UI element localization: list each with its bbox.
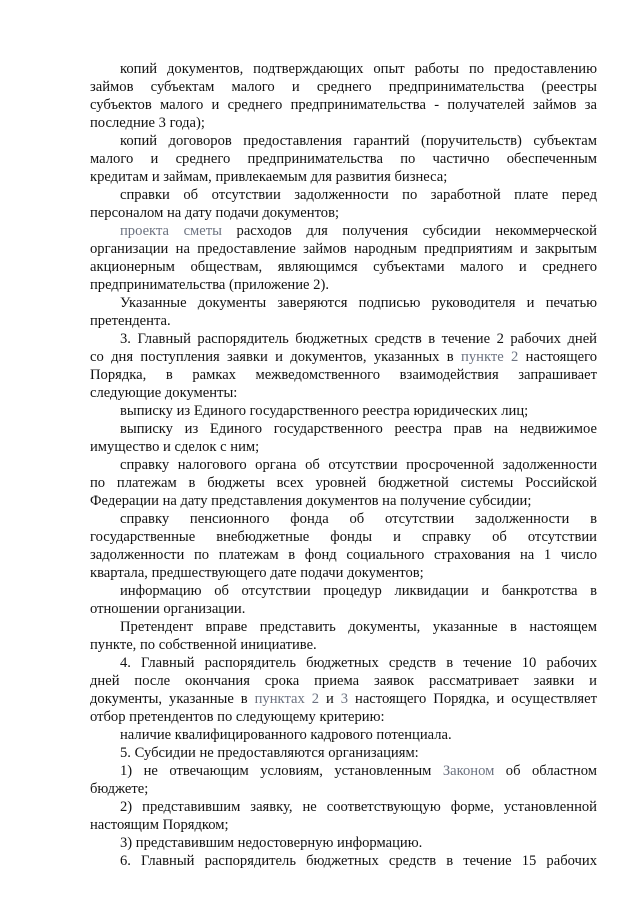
line-text: 2) представившим заявку, не соответствующую форме, установленной (120, 799, 597, 815)
line-text: Указанные документы заверяются подписью руководителя и печатью (120, 295, 597, 311)
line-text: по платежам в бюджеты всех уровней бюджетной системы Российской (90, 475, 597, 491)
line-text: имущество и сделок с ним; (90, 439, 260, 455)
document-line (90, 384, 597, 402)
document-line (90, 510, 597, 528)
document-line (90, 672, 597, 690)
line-text: малого и среднего предпринимательства по частично обеспеченным (90, 151, 597, 167)
line-text: выписку из Единого государственного реестра прав на недвижимое (120, 421, 597, 437)
document-line (90, 834, 597, 852)
document-line (90, 204, 597, 222)
line-text: квартала, предшествующего дате подачи документов; (90, 565, 424, 581)
document-line (90, 402, 597, 420)
document-line (90, 348, 597, 366)
document-line (90, 852, 597, 870)
line-text: бюджете; (90, 781, 149, 797)
document-line (90, 438, 597, 456)
line-text: последние 3 года); (90, 115, 205, 131)
document-line (90, 330, 597, 348)
line-text: расходов для получения субсидии некоммерческой (221, 223, 597, 239)
line-text: 3) представившим недостоверную информацию. (120, 835, 423, 851)
cross-reference-link[interactable]: пунктах 2 (254, 691, 320, 707)
line-text: отбор претендентов по следующему критерию: (90, 709, 385, 725)
line-text: настоящего Порядка, и осуществляет (348, 691, 598, 707)
document-line (90, 582, 597, 600)
line-text: об областном (494, 763, 598, 779)
line-text: и (319, 691, 341, 707)
line-text: организации на предоставление займов народным предприятиям и закрытым (90, 241, 597, 257)
line-text: справки об отсутствии задолженности по заработной плате перед (120, 187, 597, 203)
document-line (90, 150, 597, 168)
line-text: наличие квалифицированного кадрового потенциала. (120, 727, 452, 743)
document-line (90, 258, 597, 276)
line-text: 5. Субсидии не предоставляются организациям: (120, 745, 419, 761)
document-line (90, 546, 597, 564)
line-text: займов субъектам малого и среднего предпринимательства (реестры (90, 79, 597, 95)
document-line (90, 186, 597, 204)
document-line (90, 132, 597, 150)
line-text: справку пенсионного фонда об отсутствии задолженности в (120, 511, 597, 527)
line-text: Претендент вправе представить документы, указанные в настоящем (120, 619, 597, 635)
document-line (90, 744, 597, 762)
line-text: задолженности по платежам в фонд социального страхования на 1 число (90, 547, 597, 563)
line-text: копий договоров предоставления гарантий (поручительств) субъектам (120, 133, 597, 149)
line-text: со дня поступления заявки и документов, указанных в (90, 349, 462, 365)
cross-reference-link[interactable]: Законом (442, 763, 495, 779)
line-text: выписку из Единого государственного реестра юридических лиц; (120, 403, 529, 419)
line-text: 3. Главный распорядитель бюджетных средств в течение 2 рабочих дней (120, 331, 597, 347)
line-text: 6. Главный распорядитель бюджетных средств в течение 15 рабочих (120, 853, 597, 869)
document-line (90, 114, 597, 132)
cross-reference-link[interactable]: 3 (340, 691, 349, 707)
line-text: государственные внебюджетные фонды и справку об отсутствии (90, 529, 597, 545)
line-text: следующие документы: (90, 385, 238, 401)
document-line (90, 240, 597, 258)
document-line (90, 60, 597, 78)
document-line (90, 78, 597, 96)
document-line (90, 222, 597, 240)
document-line (90, 564, 597, 582)
document-line (90, 762, 597, 780)
document-line (90, 420, 597, 438)
document-line (90, 492, 597, 510)
line-text: отношении организации. (90, 601, 246, 617)
line-text: 1) не отвечающим условиям, установленным (120, 763, 443, 779)
line-text: копий документов, подтверждающих опыт работы по предоставлению (120, 61, 597, 77)
line-text: предпринимательства (приложение 2). (90, 277, 329, 293)
document-line (90, 474, 597, 492)
line-text: справку налогового органа об отсутствии просроченной задолженности (120, 457, 597, 473)
document-line (90, 690, 597, 708)
line-text: персоналом на дату подачи документов; (90, 205, 340, 221)
line-text: акционерным обществам, являющимся субъектами малого и среднего (90, 259, 597, 275)
document-line (90, 312, 597, 330)
document-line (90, 168, 597, 186)
cross-reference-link[interactable]: проекта сметы (120, 223, 222, 239)
line-text: дней после окончания срока приема заявок рассматривает заявки и (90, 673, 597, 689)
document-line (90, 276, 597, 294)
document-line (90, 816, 597, 834)
line-text: настоящим Порядком; (90, 817, 229, 833)
document-line (90, 798, 597, 816)
document-line (90, 528, 597, 546)
document-line (90, 456, 597, 474)
line-text: информацию об отсутствии процедур ликвидации и банкротства в (120, 583, 597, 599)
line-text: Порядка, в рамках межведомственного взаимодействия запрашивает (90, 367, 597, 383)
line-text: Федерации на дату представления документов на получение субсидии; (90, 493, 532, 509)
line-text: 4. Главный распорядитель бюджетных средств в течение 10 рабочих (120, 655, 597, 671)
document-line (90, 600, 597, 618)
document-line (90, 636, 597, 654)
cross-reference-link[interactable]: пункте 2 (461, 349, 519, 365)
document-line (90, 618, 597, 636)
line-text: субъектов малого и среднего предпринимательства - получателей займов за (90, 97, 597, 113)
document-body (90, 60, 597, 870)
document-line (90, 780, 597, 798)
line-text: документы, указанные в (90, 691, 255, 707)
document-line (90, 96, 597, 114)
document-line (90, 726, 597, 744)
document-line (90, 366, 597, 384)
line-text: настоящего (518, 349, 597, 365)
line-text: кредитам и займам, привлекаемым для развития бизнеса; (90, 169, 448, 185)
document-line (90, 294, 597, 312)
line-text: претендента. (90, 313, 171, 329)
document-line (90, 708, 597, 726)
document-line (90, 654, 597, 672)
line-text: пункте, по собственной инициативе. (90, 637, 317, 653)
